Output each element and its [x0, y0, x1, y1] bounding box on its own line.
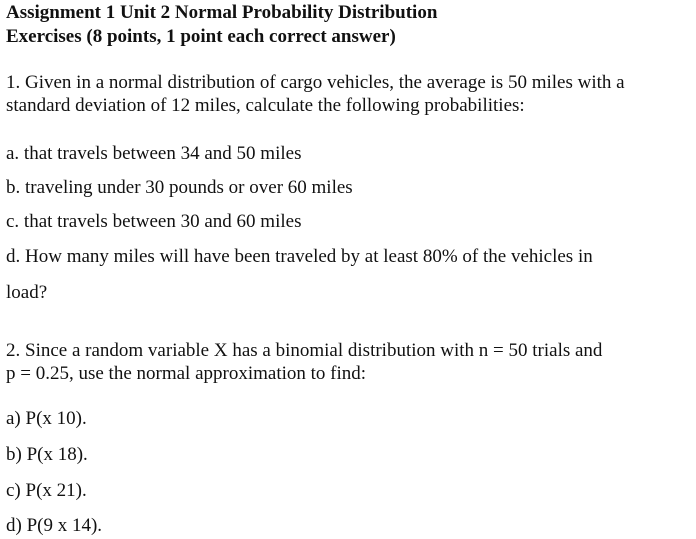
problem-2-item-d: d) P(9 x 14).: [6, 515, 103, 536]
problem-1-intro-line-1: 1. Given in a normal distribution of cargo vehicles, the average is 50 miles with a: [6, 72, 625, 93]
problem-1-item-d: d. How many miles will have been traveled by at least 80% of the vehicles in: [6, 246, 593, 267]
problem-1-item-a: a. that travels between 34 and 50 miles: [6, 143, 302, 164]
problem-1-item-b: b. traveling under 30 pounds or over 60 miles: [6, 177, 353, 198]
problem-2-intro-line-2: p = 0.25, use the normal approximation to find:: [6, 363, 367, 384]
page-title: Assignment 1 Unit 2 Normal Probability Distribution: [6, 2, 438, 23]
problem-2-item-c: c) P(x 21).: [6, 480, 87, 501]
problem-2-intro-line-1: 2. Since a random variable X has a binomial distribution with n = 50 trials and: [6, 340, 603, 361]
problem-1-item-d-continued: load?: [6, 282, 48, 303]
problem-2-item-b: b) P(x 18).: [6, 444, 88, 465]
problem-2-item-a: a) P(x 10).: [6, 408, 87, 429]
problem-1-item-c: c. that travels between 30 and 60 miles: [6, 211, 302, 232]
problem-1-intro-line-2: standard deviation of 12 miles, calculate the following probabilities:: [6, 95, 525, 116]
page-subtitle: Exercises (8 points, 1 point each correct answer): [6, 26, 396, 47]
